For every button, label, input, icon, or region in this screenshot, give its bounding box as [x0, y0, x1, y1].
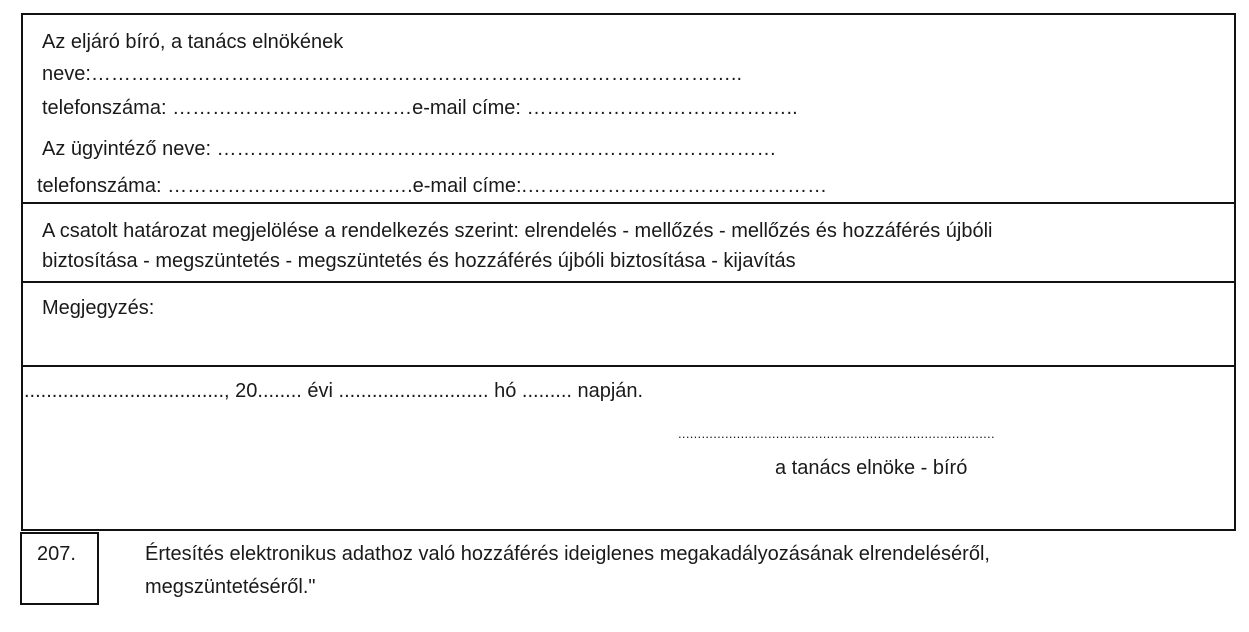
form-title-line-2: megszüntetéséről.": [145, 576, 316, 598]
form-title-line-1: Értesítés elektronikus adathoz való hozzáférés ideiglenes megakadályozásának elrendeléséről,: [145, 543, 990, 565]
date-line: ...................................., 20........ évi ........................... hó ......... napján.: [24, 380, 644, 402]
signature-label: a tanács elnöke - bíró: [775, 457, 968, 479]
note-section: [21, 281, 1236, 365]
decision-line-1: A csatolt határozat megjelölése a rendelkezés szerint: elrendelés - mellőzés - mellőzés és hozzáférés újbóli: [42, 220, 993, 242]
signature-dots: .................................................................................: [678, 426, 995, 441]
note-label: Megjegyzés:: [42, 297, 155, 319]
clerk-phone-email-line: telefonszáma: ……………………………….e-mail címe:.………………………………………: [37, 175, 828, 197]
form-number: 207.: [37, 543, 76, 565]
judge-name-line: neve:……………………………………………………………………………………..: [42, 63, 743, 85]
judge-title: Az eljáró bíró, a tanács elnökének: [42, 31, 344, 53]
judge-phone-email-line: telefonszáma: ………………………………e-mail címe: …………………………………..: [42, 97, 798, 119]
clerk-name-line: Az ügyintéző neve: …………………………………………………………………………: [42, 138, 777, 160]
decision-line-2: biztosítása - megszüntetés - megszüntetés és hozzáférés újbóli biztosítása - kijavítás: [42, 250, 796, 272]
